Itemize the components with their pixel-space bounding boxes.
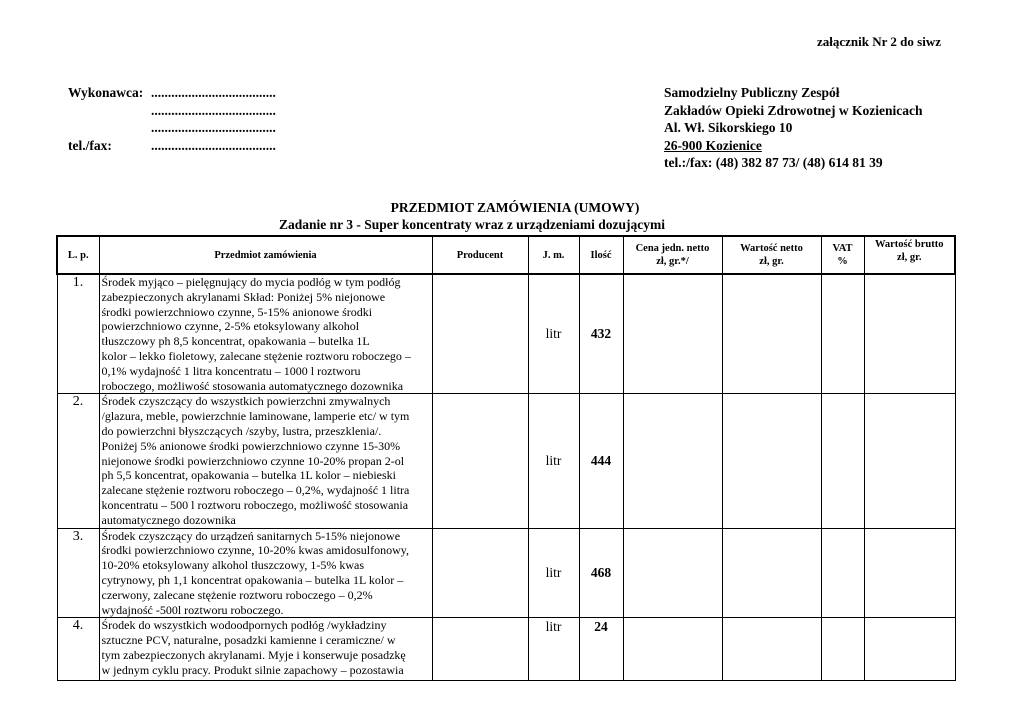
row-lp: 3. bbox=[57, 528, 99, 618]
row-unit-price bbox=[623, 528, 722, 618]
row-description: Środek do wszystkich wodoodpornych podłóg /wykładziny sztuczne PCV, naturalne, posadzki kamienne i ceramiczne/ w tym zabezpieczonych akrylanami. Myje i konserwuje posadzkę w jednym cyklu pracy. Produkt silnie zapachowy – pozostawia bbox=[99, 618, 432, 681]
header-unit-price: Cena jedn. netto zł, gr.*/ bbox=[623, 236, 722, 274]
row-vat bbox=[821, 274, 864, 394]
row-net-value bbox=[722, 618, 821, 681]
row-unit-price bbox=[623, 618, 722, 681]
buyer-name: Samodzielny Publiczny Zespół bbox=[664, 85, 840, 100]
row-unit-price bbox=[623, 274, 722, 394]
row-qty: 24 bbox=[579, 618, 623, 681]
row-unit: litr bbox=[528, 528, 579, 618]
row-lp: 4. bbox=[57, 618, 99, 681]
row-description: Środek czyszczący do wszystkich powierzchni zmywalnych /glazura, meble, powierzchnie laminowane, lamperie etc/ w tym do powierzchni błyszczących /szyby, lustra, przeszklenia/. Poniżej 5% anionowe środki powierzchniowo czynne 15-30% niejonowe środki powierzchniowo czynne 10-20% propan 2-ol ph 5,5 koncentrat, opakowania – butelka 1L kolor – niebieski zalecane stężenie roztworu roboczego – 0,2%, wydajność 1 litra koncentratu – 500 l roztworu roboczego, możliwość stosowania automatycznego dozownika bbox=[99, 394, 432, 528]
row-qty: 444 bbox=[579, 394, 623, 528]
header-vat: VAT % bbox=[821, 236, 864, 274]
subject-title: PRZEDMIOT ZAMÓWIENIA (UMOWY) bbox=[390, 200, 640, 215]
buyer-address bbox=[664, 84, 923, 172]
contractor-label: Wykonawca: bbox=[68, 85, 144, 100]
row-gross-value bbox=[864, 618, 955, 681]
table-row bbox=[57, 528, 955, 618]
header-qty: Ilość bbox=[579, 236, 623, 274]
order-table bbox=[56, 235, 956, 681]
row-gross-value bbox=[864, 394, 955, 528]
header-gross-value: Wartość brutto zł, gr. bbox=[864, 236, 955, 274]
row-gross-value bbox=[864, 274, 955, 394]
row-producer bbox=[432, 394, 528, 528]
row-unit: litr bbox=[528, 394, 579, 528]
header-producer: Producent bbox=[432, 236, 528, 274]
table-row bbox=[57, 274, 955, 394]
row-net-value bbox=[722, 394, 821, 528]
row-qty: 468 bbox=[579, 528, 623, 618]
row-unit: litr bbox=[528, 274, 579, 394]
contractor-dots-4: ..................................... bbox=[151, 137, 276, 153]
row-lp: 1. bbox=[57, 274, 99, 394]
contractor-block bbox=[68, 84, 276, 154]
row-producer bbox=[432, 274, 528, 394]
header-unit: J. m. bbox=[528, 236, 579, 274]
row-unit: litr bbox=[528, 618, 579, 681]
row-vat bbox=[821, 528, 864, 618]
row-unit-price bbox=[623, 394, 722, 528]
tel-fax-label: tel./fax: bbox=[68, 137, 112, 153]
header-lp: L. p. bbox=[57, 236, 99, 274]
contractor-dots-1: ..................................... bbox=[151, 85, 276, 100]
subject-subtitle: Zadanie nr 3 - Super koncentraty wraz z urządzeniami dozującymi bbox=[278, 217, 666, 232]
row-lp: 2. bbox=[57, 394, 99, 528]
row-vat bbox=[821, 618, 864, 681]
row-net-value bbox=[722, 274, 821, 394]
buyer-postal: 26-900 Kozienice bbox=[664, 137, 762, 153]
row-producer bbox=[432, 528, 528, 618]
row-vat bbox=[821, 394, 864, 528]
buyer-phone: tel.:/fax: (48) 382 87 73/ (48) 614 81 39 bbox=[664, 155, 883, 170]
row-net-value bbox=[722, 528, 821, 618]
table-header-row bbox=[57, 236, 955, 274]
row-gross-value bbox=[864, 528, 955, 618]
table-row bbox=[57, 618, 955, 681]
contractor-dots-2: ..................................... bbox=[151, 102, 276, 118]
buyer-name-2: Zakładów Opieki Zdrowotnej w Kozienicach bbox=[664, 102, 923, 118]
buyer-street: Al. Wł. Sikorskiego 10 bbox=[664, 120, 793, 135]
row-qty: 432 bbox=[579, 274, 623, 394]
row-description: Środek czyszczący do urządzeń sanitarnych 5-15% niejonowe środki powierzchniowo czynne, 10-20% kwas amidosulfonowy, 10-20% etoksylowany alkohol tłuszczowy, 1-5% kwas cytrynowy, ph 1,1 koncentrat opakowania – butelka 1L kolor – czerwony, zalecane stężenie roztworu roboczego – 0,2% wydajność -500l roztworu roboczego. bbox=[99, 528, 432, 618]
row-producer bbox=[432, 618, 528, 681]
header-net-value: Wartość netto zł, gr. bbox=[722, 236, 821, 274]
contractor-dots-3: ..................................... bbox=[151, 120, 276, 135]
row-description: Środek myjąco – pielęgnujący do mycia podłóg w tym podłóg zabezpieczonych akrylanami Skład: Poniżej 5% niejonowe środki powierzchniowo czynne, 5-15% anionowe środki powierzchniowo czynne, 2-5% etoksylowany alkohol tłuszczowy ph 8,5 koncentrat, opakowania – butelka 1L kolor – lekko fioletowy, zalecane stężenie roztworu roboczego – 0,1% wydajność 1 litra koncentratu – 1000 l roztworu roboczego, możliwość stosowania automatycznego dozownika bbox=[99, 274, 432, 394]
header-item: Przedmiot zamówienia bbox=[99, 236, 432, 274]
attachment-label: załącznik Nr 2 do siwz bbox=[817, 34, 941, 49]
table-row bbox=[57, 394, 955, 528]
